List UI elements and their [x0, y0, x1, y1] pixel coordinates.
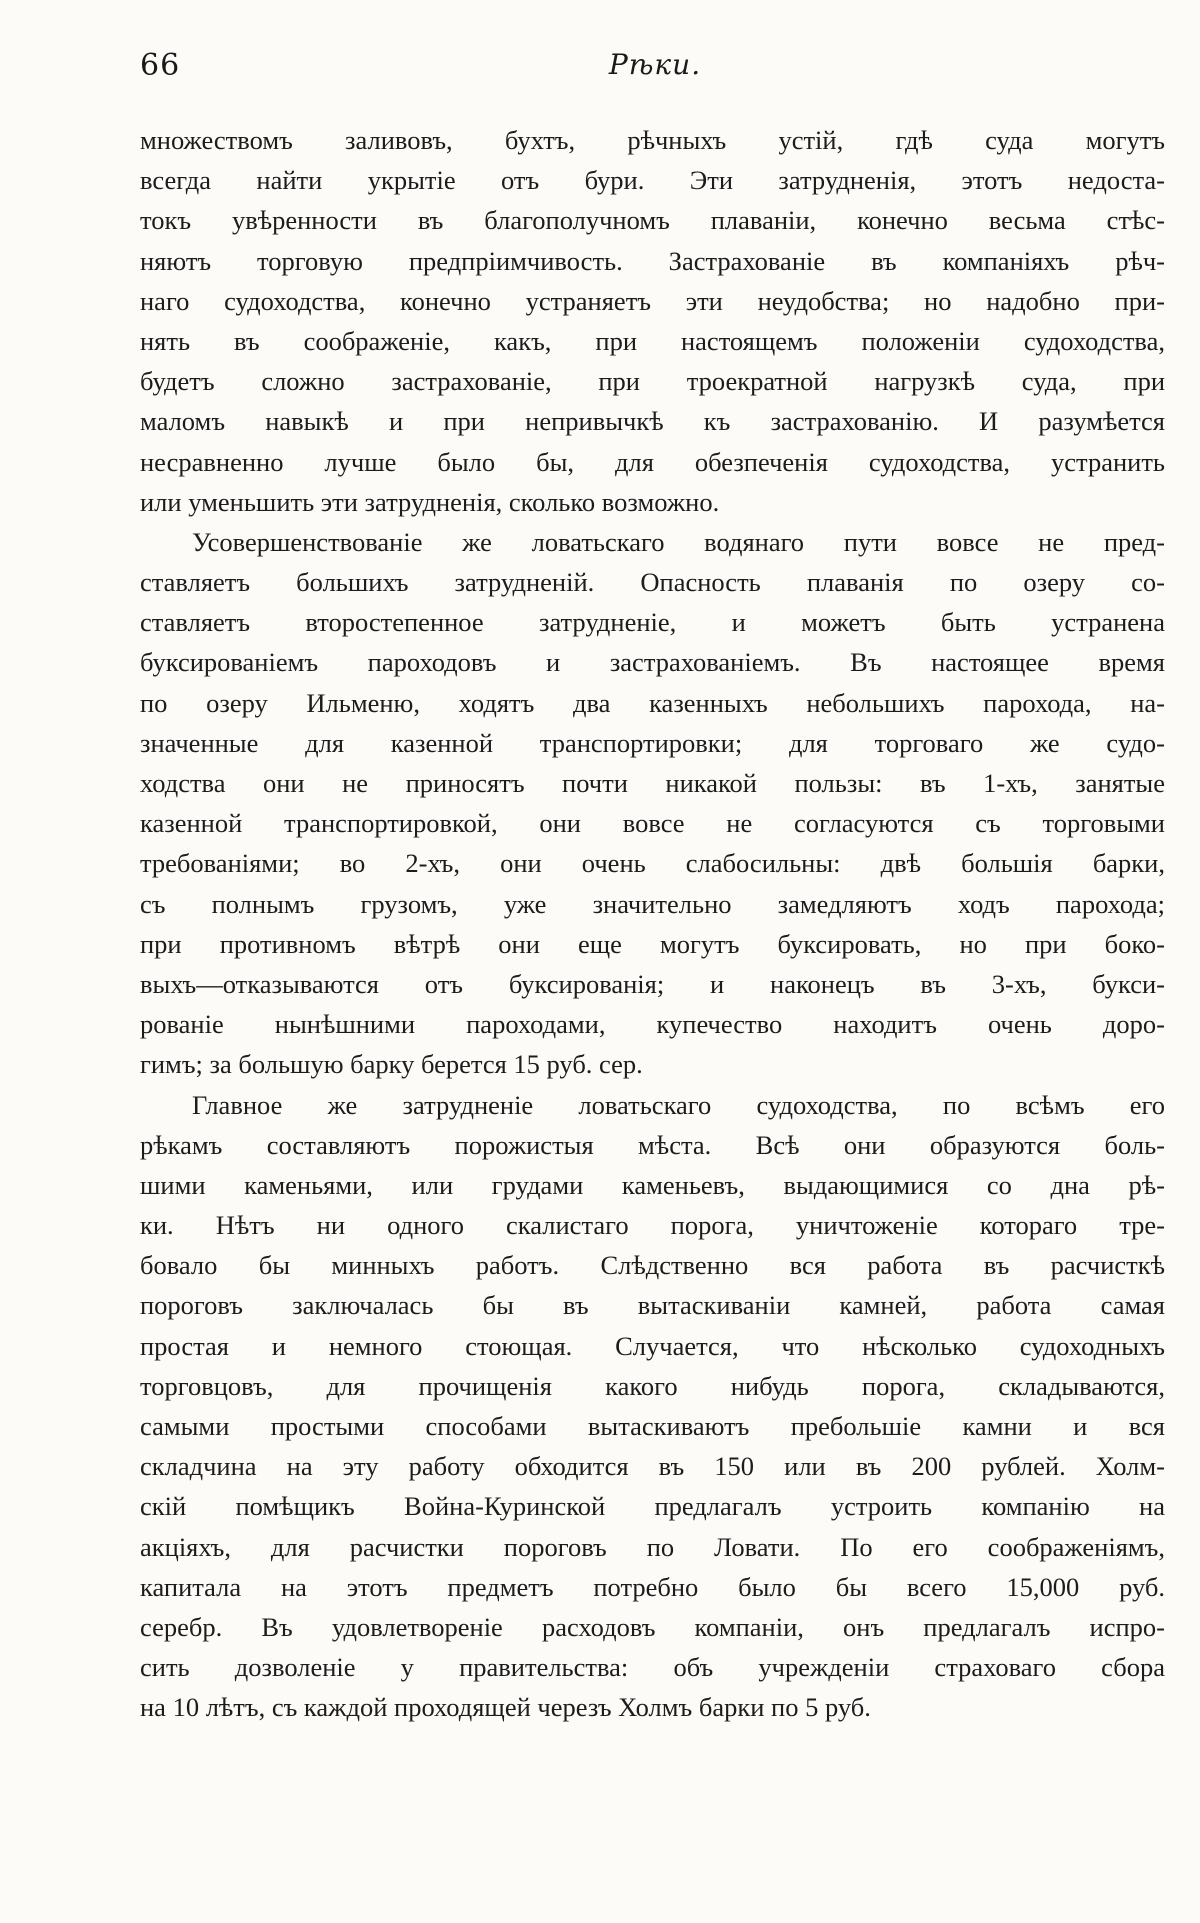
- text-line: акціяхъ, для расчистки пороговъ по Ловати. По его соображеніямъ,: [140, 1531, 1165, 1562]
- text-line: значенные для казенной транспортировки; для торговаго же судо-: [140, 727, 1165, 758]
- text-line: бовало бы минныхъ работъ. Слѣдственно вся работа въ расчисткѣ: [140, 1250, 1165, 1281]
- text-line: всегда найти укрытіе отъ бури. Эти затрудненія, этотъ недоста-: [140, 165, 1165, 196]
- paragraph: [140, 120, 1165, 522]
- text-line: ходства они не приносятъ почти никакой пользы: въ 1-хъ, занятые: [140, 768, 1165, 798]
- text-line: сить дозволеніе у правительства: объ учрежденіи страховаго сбора: [140, 1652, 1165, 1683]
- text-line: буксированіемъ пароходовъ и застрахованіемъ. Въ настоящее время: [140, 647, 1165, 678]
- text-line: казенной транспортировкой, они вовсе не согласуются съ торговыми: [140, 808, 1165, 839]
- text-line: ставляетъ большихъ затрудненій. Опасность плаванія по озеру со-: [140, 567, 1165, 598]
- text-line: рованіе нынѣшними пароходами, купечество находитъ очень доро-: [140, 1009, 1165, 1040]
- text-line: шими каменьями, или грудами каменьевъ, выдающимися со дна рѣ-: [140, 1169, 1165, 1200]
- page-header: [140, 48, 1170, 88]
- text-line: съ полнымъ грузомъ, уже значительно замедляютъ ходъ парохода;: [140, 888, 1165, 919]
- text-line: на 10 лѣтъ, съ каждой проходящей черезъ Холмъ барки по 5 руб.: [140, 1692, 871, 1723]
- paragraph: [140, 1085, 1165, 1728]
- text-line: по озеру Ильменю, ходятъ два казенныхъ небольшихъ парохода, на-: [140, 687, 1165, 718]
- text-line: няютъ торговую предпріимчивость. Застрахованіе въ компаніяхъ рѣч-: [140, 245, 1165, 276]
- running-title: Рѣки.: [608, 48, 702, 81]
- text-line: или уменьшить эти затрудненія, сколько возможно.: [140, 486, 720, 517]
- text-line: пороговъ заключалась бы въ вытаскиваніи камней, работа самая: [140, 1290, 1165, 1321]
- text-line: выхъ—отказываются отъ буксированія; и наконецъ въ 3-хъ, букси-: [140, 968, 1165, 999]
- text-line: Усовершенствованіе же ловатьскаго водянаго пути вовсе не пред-: [192, 526, 1165, 557]
- page-number: 66: [140, 48, 181, 83]
- text-line: ки. Нѣтъ ни одного скалистаго порога, уничтоженіе котораго тре-: [140, 1210, 1165, 1241]
- text-line: маломъ навыкѣ и при непривычкѣ къ застрахованію. И разумѣется: [140, 406, 1165, 437]
- text-line: самыми простыми способами вытаскиваютъ пребольшіе камни и вся: [140, 1411, 1165, 1441]
- text-line: капитала на этотъ предметъ потребно было бы всего 15,000 руб.: [140, 1571, 1165, 1602]
- text-line: рѣкамъ составляютъ порожистыя мѣста. Всѣ они образуются боль-: [140, 1129, 1165, 1160]
- text-line: нять въ соображеніе, какъ, при настоящемъ положеніи судоходства,: [140, 325, 1165, 356]
- text-line: торговцовъ, для прочищенія какого нибудь порога, складываются,: [140, 1370, 1165, 1401]
- text-line: при противномъ вѣтрѣ они еще могутъ буксировать, но при боко-: [140, 928, 1165, 959]
- body-text: [140, 120, 1165, 1728]
- paragraph: [140, 522, 1165, 1085]
- text-line: требованіями; во 2-хъ, они очень слабосильны: двѣ большія барки,: [140, 848, 1165, 879]
- text-line: несравненно лучше было бы, для обезпеченія судоходства, устранить: [140, 446, 1165, 477]
- text-line: простая и немного стоющая. Случается, что нѣсколько судоходныхъ: [140, 1330, 1165, 1361]
- text-line: гимъ; за большую барку берется 15 руб. сер.: [140, 1049, 643, 1080]
- text-line: скій помѣщикъ Война-Куринской предлагалъ устроить компанію на: [140, 1491, 1165, 1522]
- text-line: серебр. Въ удовлетвореніе расходовъ компаніи, онъ предлагалъ испро-: [140, 1611, 1165, 1642]
- text-line: складчина на эту работу обходится въ 150 или въ 200 рублей. Холм-: [140, 1451, 1165, 1482]
- text-line: токъ увѣренности въ благополучномъ плаваніи, конечно весьма стѣс-: [140, 205, 1165, 236]
- text-line: наго судоходства, конечно устраняетъ эти неудобства; но надобно при-: [140, 285, 1165, 316]
- text-line: Главное же затрудненіе ловатьскаго судоходства, по всѣмъ его: [192, 1089, 1165, 1120]
- text-line: ставляетъ второстепенное затрудненіе, и можетъ быть устранена: [140, 607, 1165, 638]
- text-line: множествомъ заливовъ, бухтъ, рѣчныхъ устій, гдѣ суда могутъ: [140, 125, 1165, 155]
- text-line: будетъ сложно застрахованіе, при троекратной нагрузкѣ суда, при: [140, 366, 1165, 397]
